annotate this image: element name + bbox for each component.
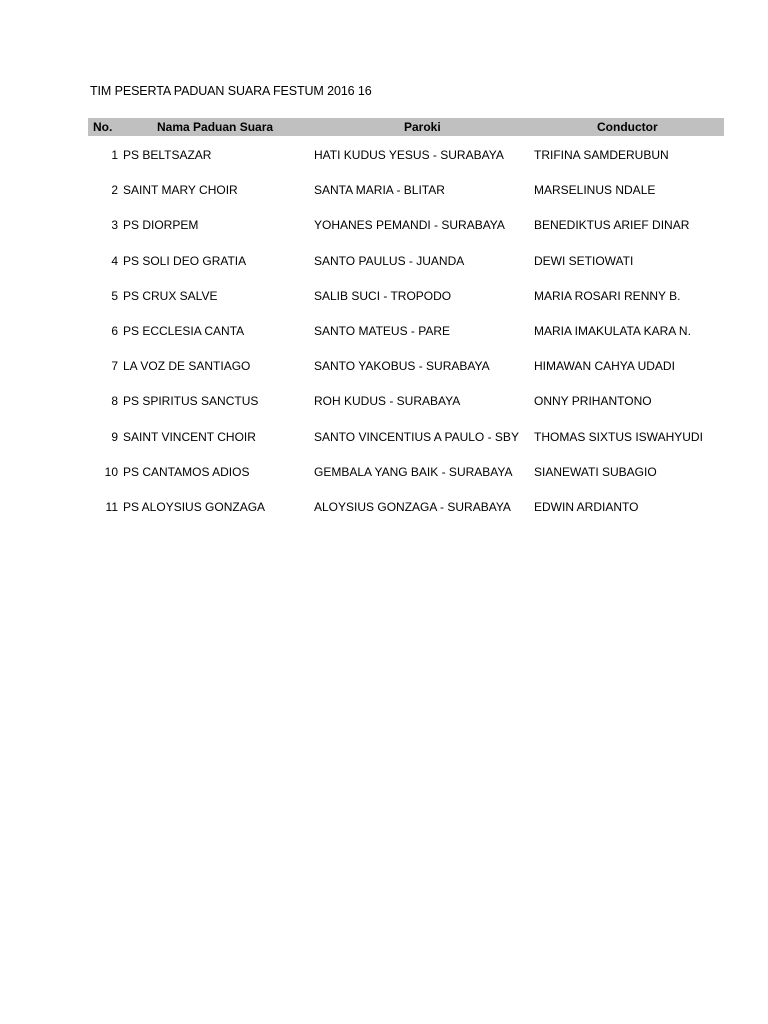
- table-row: [88, 277, 724, 312]
- cell-paroki: ROH KUDUS - SURABAYA: [314, 394, 461, 409]
- cell-paroki: YOHANES PEMANDI - SURABAYA: [314, 218, 505, 233]
- cell-no: 10: [104, 464, 118, 479]
- cell-no: 2: [111, 183, 118, 198]
- cell-choir-name: PS BELTSAZAR: [123, 148, 212, 162]
- cell-paroki: GEMBALA YANG BAIK - SURABAYA: [314, 464, 513, 479]
- table-row: [88, 347, 724, 382]
- column-header-paroki: Paroki: [404, 120, 441, 134]
- table-header: [88, 118, 724, 136]
- cell-conductor: DEWI SETIOWATI: [534, 253, 634, 268]
- page-title: TIM PESERTA PADUAN SUARA FESTUM 2016 16: [90, 84, 372, 98]
- cell-choir-name: PS SPIRITUS SANCTUS: [123, 394, 259, 409]
- cell-conductor: BENEDIKTUS ARIEF DINAR: [534, 218, 690, 233]
- cell-choir-name: PS DIORPEM: [123, 218, 199, 233]
- cell-paroki: ALOYSIUS GONZAGA - SURABAYA: [314, 499, 511, 514]
- cell-conductor: SIANEWATI SUBAGIO: [534, 464, 657, 479]
- cell-paroki: SALIB SUCI - TROPODO: [314, 288, 452, 303]
- cell-conductor: MARSELINUS NDALE: [534, 183, 656, 198]
- table-row: [88, 242, 724, 277]
- table-row: [88, 382, 724, 417]
- table-row: [88, 312, 724, 347]
- cell-choir-name: PS CRUX SALVE: [123, 288, 218, 303]
- column-header-conductor: Conductor: [597, 120, 658, 134]
- table-row: [88, 488, 724, 523]
- cell-paroki: SANTO PAULUS - JUANDA: [314, 253, 465, 268]
- cell-conductor: THOMAS SIXTUS ISWAHYUDI: [534, 429, 703, 444]
- cell-conductor: ONNY PRIHANTONO: [534, 394, 652, 409]
- table-row: [88, 418, 724, 453]
- cell-no: 3: [111, 218, 118, 233]
- cell-conductor: HIMAWAN CAHYA UDADI: [534, 359, 675, 374]
- cell-conductor: TRIFINA SAMDERUBUN: [534, 148, 669, 162]
- participants-table: [88, 118, 724, 523]
- cell-choir-name: PS SOLI DEO GRATIA: [123, 253, 247, 268]
- cell-conductor: EDWIN ARDIANTO: [534, 499, 639, 514]
- cell-choir-name: SAINT VINCENT CHOIR: [123, 429, 256, 444]
- cell-conductor: MARIA IMAKULATA KARA N.: [534, 323, 691, 338]
- cell-no: 11: [105, 499, 118, 514]
- column-header-name: Nama Paduan Suara: [157, 120, 274, 134]
- cell-choir-name: PS ALOYSIUS GONZAGA: [123, 499, 266, 514]
- cell-paroki: SANTO MATEUS - PARE: [314, 323, 451, 338]
- cell-no: 5: [111, 288, 118, 303]
- cell-paroki: HATI KUDUS YESUS - SURABAYA: [314, 148, 504, 162]
- cell-no: 1: [111, 148, 118, 162]
- table-body: [88, 136, 724, 523]
- cell-choir-name: PS ECCLESIA CANTA: [123, 323, 245, 338]
- cell-no: 6: [111, 323, 118, 338]
- table-row: [88, 453, 724, 488]
- column-header-no: No.: [93, 120, 113, 134]
- cell-paroki: SANTO YAKOBUS - SURABAYA: [314, 359, 490, 374]
- table-row: [88, 171, 724, 206]
- cell-paroki: SANTO VINCENTIUS A PAULO - SBY: [314, 429, 519, 444]
- cell-choir-name: LA VOZ DE SANTIAGO: [123, 359, 251, 374]
- cell-choir-name: PS CANTAMOS ADIOS: [123, 464, 250, 479]
- cell-no: 8: [111, 394, 118, 409]
- cell-no: 9: [111, 429, 118, 444]
- cell-paroki: SANTA MARIA - BLITAR: [314, 183, 445, 198]
- cell-choir-name: SAINT MARY CHOIR: [123, 183, 238, 198]
- table-row: [88, 206, 724, 241]
- cell-no: 7: [111, 359, 118, 374]
- cell-no: 4: [111, 253, 118, 268]
- cell-conductor: MARIA ROSARI RENNY B.: [534, 288, 681, 303]
- table-row: [88, 136, 724, 171]
